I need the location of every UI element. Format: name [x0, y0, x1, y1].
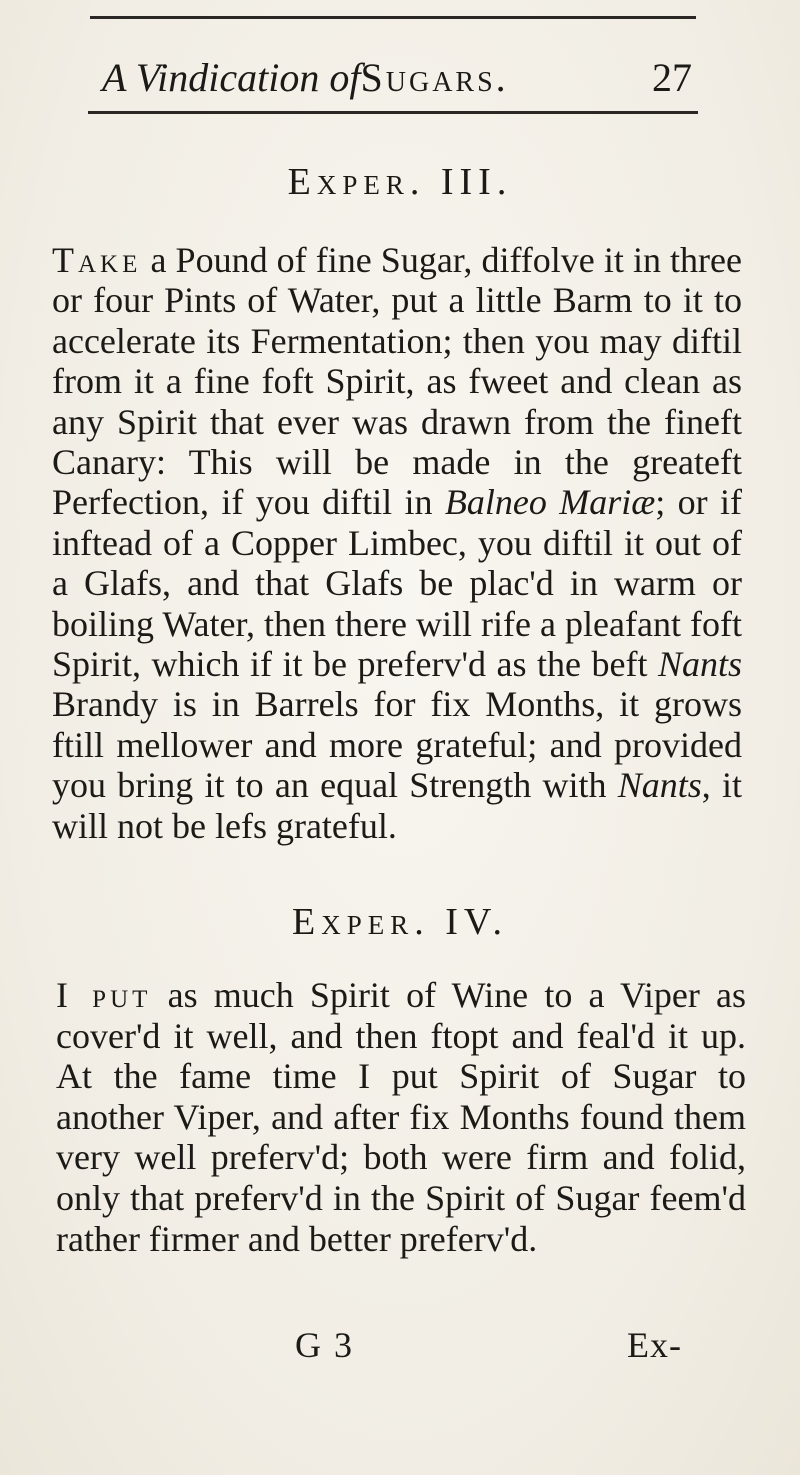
italic-phrase: Nants [617, 765, 702, 806]
running-title-caps: Sugars. [360, 55, 509, 100]
head-rule [88, 111, 698, 114]
page-number: 27 [652, 55, 692, 100]
experiment-4-opening-word: I put [56, 975, 152, 1015]
experiment-3-heading: Exper. III. [287, 161, 513, 203]
experiment-4-heading: Exper. IV. [292, 901, 508, 943]
catchword: Ex- [627, 1325, 682, 1365]
experiment-3-paragraph: Take a Pound of fine Sugar, diffolve it in three or four Pints of Water, put a little Barm to it to accelerate its Fermentation; then you may diftil from it a fine foft Spirit, as fweet and clean as any Spirit that ever was drawn from the fineft Canary: This will be made in the greateft Perfection, if you diftil in Balneo Mariæ; or if inftead of a Copper Limbec, you diftil it out of a Glafs, and that Glafs be plac'd in warm or boiling Water, then there will rife a pleafant foft Spirit, which if it be preferv'd as the beft Nants Brandy is in Barrels for fix Months, it grows ftill mellower and more grateful; and provided you bring it to an equal Strength with Nants, it will not be lefs grateful. [52, 240, 742, 846]
running-title-italic: A Vindication of [102, 55, 361, 100]
italic-phrase: Nants [657, 644, 742, 685]
experiment-4-paragraph: I put as much Spirit of Wine to a Viper as cover'd it well, and then ftopt and feal'd it up. At the fame time I put Spirit of Sugar to another Viper, and after fix Months found them very well preferv'd; both were firm and folid, only that preferv'd in the Spirit of Sugar feem'd rather firmer and better preferv'd. [56, 975, 747, 1259]
signature-mark: G 3 [295, 1325, 354, 1365]
experiment-3-opening-word: Take [52, 240, 142, 280]
italic-phrase: Balneo Mariæ [444, 482, 656, 523]
running-head [102, 53, 692, 103]
top-rule [90, 16, 696, 19]
